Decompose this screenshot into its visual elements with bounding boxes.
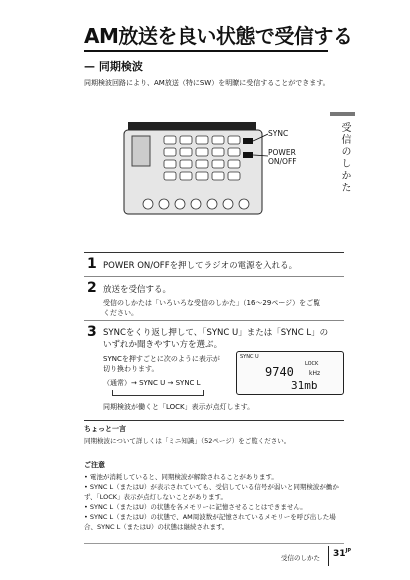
step-divider (84, 276, 344, 277)
lcd-frequency: 9740 (265, 365, 294, 379)
tip-text: 同期検波について詳しくは「ミニ知識」（52ページ）をご覧ください。 (84, 437, 291, 445)
step-3-text-2: いずれか聞きやすい方を選ぶ。 (103, 340, 223, 350)
mode-cycle: （通常）→ SYNC U → SYNC L (103, 379, 201, 387)
callout-onoff: ON/OFF (268, 157, 297, 166)
lcd-band: 31mb (291, 379, 318, 392)
cycle-arrow (112, 390, 204, 396)
step-3-text-1: SYNCをくり返し押して、「SYNC U」または「SYNC L」の (103, 328, 329, 338)
note-item: • SYNC L（またはU）の状態で、AM周波数が記憶されているメモリーを呼び出した場合、SYNC L（またはU）の状態は継続されます。 (84, 513, 336, 531)
note-item: • SYNC L（またはU）の状態を各メモリーに記憶させることはできません。 (84, 503, 307, 511)
radio-illustration (118, 116, 268, 216)
step-2-sub-2: ください。 (103, 309, 138, 317)
step-3-result: 同期検波が働くと「LOCK」表示が点灯します。 (103, 403, 255, 411)
step-1-number: 1 (87, 256, 97, 272)
tip-heading: ちょっと一言 (84, 425, 126, 433)
step-1-text: POWER ON/OFFを押してラジオの電源を入れる。 (103, 261, 298, 271)
step-3-number: 3 (87, 324, 97, 340)
steps-bottom-rule (84, 420, 344, 421)
step-2-number: 2 (87, 280, 97, 296)
sidebar-tab-label: 受信のしかた (339, 122, 350, 194)
step-2-text: 放送を受信する。 (103, 285, 172, 295)
lcd-sync-indicator: SYNC U (240, 354, 259, 360)
page-number: $31^{JP}$ (333, 548, 352, 559)
lcd-lock-indicator: LOCK (305, 361, 319, 367)
lcd-unit: kHz (309, 370, 321, 377)
section-heading: — 同期検波 (84, 60, 143, 73)
callout-power: POWER (268, 148, 296, 157)
step-2-sub-1: 受信のしかたは「いろいろな受信のしかた」（16〜29ページ）をご覧 (103, 299, 321, 307)
step-3-sub-2: 切り換わります。 (103, 365, 159, 373)
note-item: • SYNC L（またはU）が表示されていても、受信している信号が弱いと同期検波が働かず、「LOCK」表示が点灯しないことがあります。 (84, 483, 339, 501)
steps-top-rule (84, 252, 344, 253)
page-title: AM放送を良い状態で受信する (84, 24, 353, 48)
footer-rule (84, 543, 344, 544)
notes-list (84, 472, 346, 532)
title-rule (84, 50, 328, 52)
intro-text: 同期検波回路により、AM放送（特にSW）を明瞭に受信することができます。 (84, 79, 330, 87)
note-item: • 電池が消耗していると、同期検波が解除されることがあります。 (84, 473, 278, 481)
sidebar-marker (330, 112, 355, 116)
lcd-display (236, 351, 344, 395)
callout-sync: SYNC (268, 129, 289, 138)
step-3-sub-1: SYNCを押すごとに次のように表示が (103, 355, 220, 363)
footer-section-label: 受信のしかた (281, 554, 320, 562)
step-divider (84, 320, 344, 321)
notes-heading: ご注意 (84, 461, 105, 469)
footer-divider (328, 546, 329, 566)
